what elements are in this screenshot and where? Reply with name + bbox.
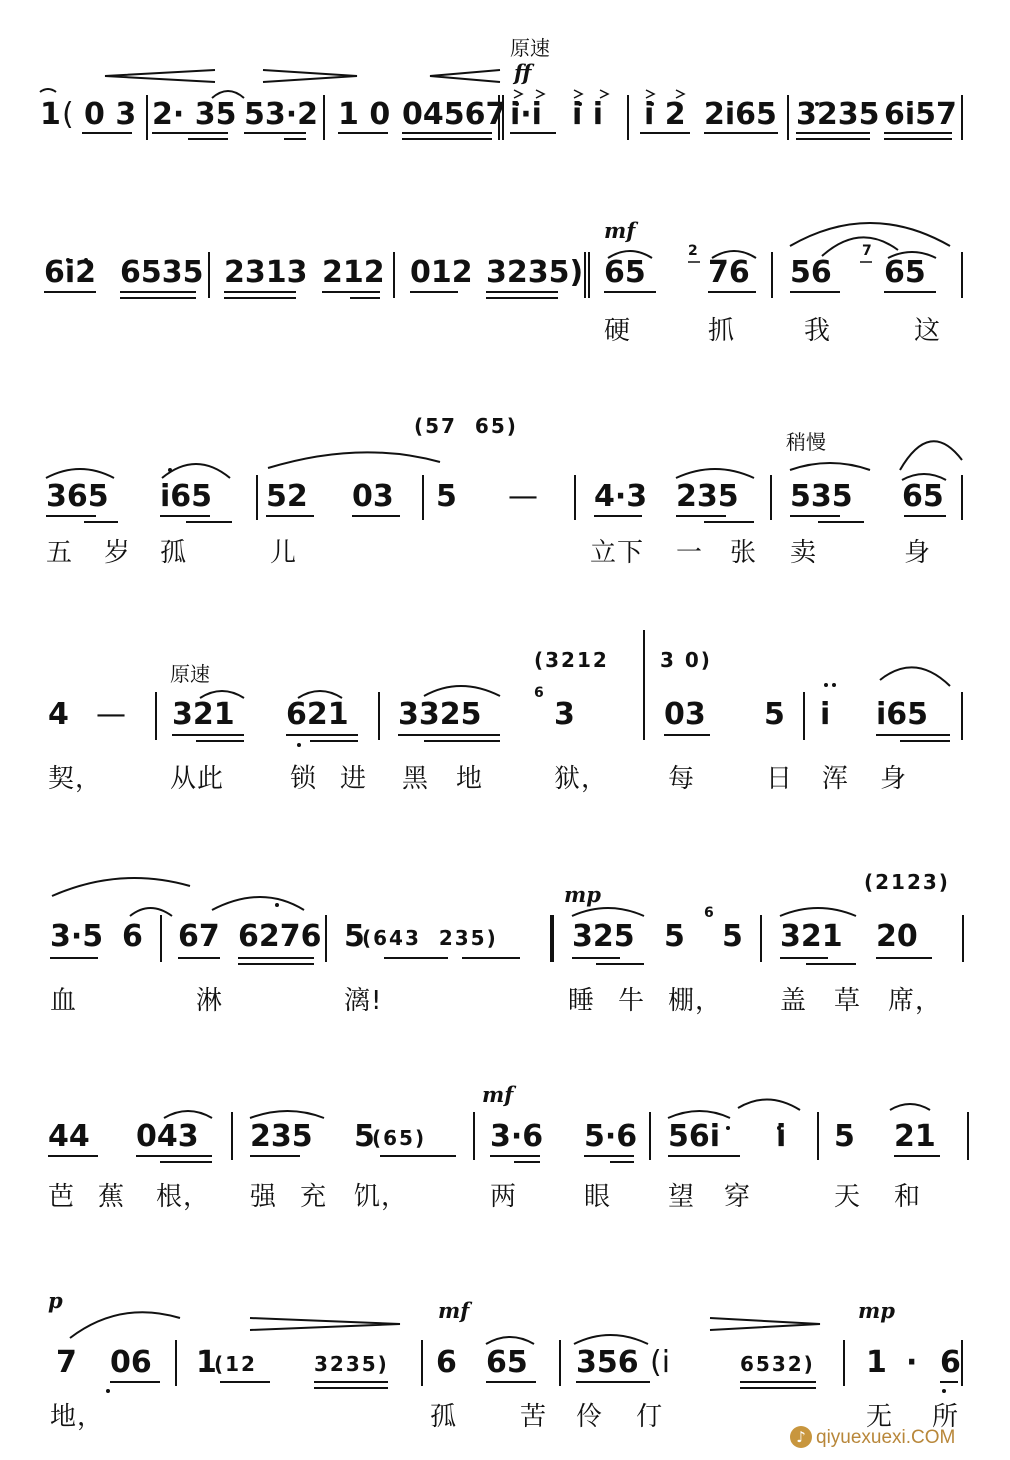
extension-dash: — bbox=[508, 479, 538, 514]
note: 2· 35 bbox=[152, 97, 237, 132]
lyric: 契， bbox=[48, 764, 103, 794]
note: 5 bbox=[354, 1119, 375, 1154]
note: 321 bbox=[172, 697, 235, 732]
note: 76 bbox=[708, 255, 750, 290]
note: i65 bbox=[876, 697, 929, 732]
lyric: 五 bbox=[46, 538, 74, 568]
lyric: 地， bbox=[50, 1402, 105, 1432]
note: i bbox=[820, 697, 831, 732]
note: 321 bbox=[780, 919, 843, 954]
note: 03 bbox=[664, 697, 706, 732]
note: 1 bbox=[196, 1345, 217, 1380]
lyric: 睡 bbox=[568, 986, 596, 1016]
note: · bbox=[906, 1345, 918, 1380]
slurs-line7 bbox=[70, 1312, 648, 1344]
lyric: 一 bbox=[676, 538, 704, 568]
note: 535 bbox=[790, 479, 853, 514]
lyric: 狱， bbox=[554, 764, 609, 794]
note: 20 bbox=[876, 919, 918, 954]
instrumental-interlude: (643 235) bbox=[362, 926, 498, 950]
note: 235 bbox=[676, 479, 739, 514]
lyric: 卖 bbox=[790, 538, 818, 568]
note: 235 bbox=[250, 1119, 313, 1154]
instrumental-interlude: 3235) bbox=[314, 1352, 389, 1376]
note: 65 bbox=[884, 255, 926, 290]
lyric: 和 bbox=[894, 1182, 922, 1212]
note: 5 bbox=[344, 919, 365, 954]
lyric: 仃 bbox=[636, 1402, 664, 1432]
lyric: 穿 bbox=[724, 1182, 752, 1212]
lyric: 从此 bbox=[170, 764, 225, 794]
tempo-mark: 原速 bbox=[170, 662, 210, 686]
note: 043 bbox=[136, 1119, 199, 1154]
lyric: 根， bbox=[156, 1182, 211, 1212]
lyric: 硬 bbox=[604, 316, 632, 346]
note: 1 bbox=[866, 1345, 887, 1380]
note: i i bbox=[572, 97, 604, 132]
lyric: 强 bbox=[250, 1182, 278, 1212]
lyric: 血 bbox=[50, 986, 78, 1016]
note: i65 bbox=[160, 479, 213, 514]
lyric: 眼 bbox=[584, 1182, 612, 1212]
underlines-line4 bbox=[172, 735, 950, 741]
lyric: 牛 bbox=[618, 986, 646, 1016]
grace-note: 6 bbox=[704, 905, 716, 921]
lyric: 张 bbox=[730, 538, 758, 568]
note: 65 bbox=[902, 479, 944, 514]
dynamic-mark: ff bbox=[514, 60, 532, 85]
lyric: 饥， bbox=[354, 1182, 409, 1212]
note: 6i57 bbox=[884, 97, 957, 132]
note: 2i65 bbox=[704, 97, 777, 132]
dynamic-mark: p bbox=[48, 1288, 63, 1313]
lyric: 抓 bbox=[708, 316, 736, 346]
crescendo-hairpin bbox=[105, 70, 500, 82]
lyric: 席， bbox=[888, 986, 943, 1016]
lyric: 身 bbox=[904, 538, 932, 568]
note: 7 bbox=[56, 1345, 77, 1380]
dynamic-mark: mp bbox=[858, 1298, 895, 1323]
lyric: 每 bbox=[668, 764, 696, 794]
grace-note: 7 bbox=[862, 243, 874, 259]
note: 3235 bbox=[796, 97, 880, 132]
note: 6276 bbox=[238, 919, 322, 954]
note: 3·5 bbox=[50, 919, 104, 954]
underlines-line5 bbox=[50, 958, 932, 964]
slurs-line6 bbox=[164, 1099, 930, 1118]
note: (i bbox=[650, 1345, 671, 1380]
lyric: 孤 bbox=[430, 1402, 458, 1432]
underlines-line6 bbox=[48, 1156, 940, 1162]
grace-note: 2 bbox=[688, 243, 700, 259]
note: 325 bbox=[572, 919, 635, 954]
dynamic-mark: mf bbox=[482, 1082, 514, 1107]
dynamic-mark: mf bbox=[604, 218, 636, 243]
note: 44 bbox=[48, 1119, 90, 1154]
lyric: 身 bbox=[880, 764, 908, 794]
note: i bbox=[776, 1119, 787, 1154]
note: 65 bbox=[486, 1345, 528, 1380]
note: 04567 bbox=[402, 97, 507, 132]
lyric: 棚， bbox=[668, 986, 723, 1016]
extension-dash: — bbox=[96, 697, 126, 732]
note: 4 bbox=[48, 697, 69, 732]
lyric: 我 bbox=[804, 316, 832, 346]
note: 56 bbox=[790, 255, 832, 290]
lyric: 蕉 bbox=[98, 1182, 126, 1212]
grace-note: 6 bbox=[534, 685, 546, 701]
lyric: 浑 bbox=[822, 764, 850, 794]
instrumental-interlude: (12 bbox=[214, 1352, 257, 1376]
note: 356 bbox=[576, 1345, 639, 1380]
lyric: 日 bbox=[766, 764, 794, 794]
instrumental-interlude: (3212 bbox=[534, 648, 609, 672]
instrumental-interlude: 6532) bbox=[740, 1352, 815, 1376]
note: 012 bbox=[410, 255, 473, 290]
underlines-line7 bbox=[110, 1382, 958, 1388]
note: 67 bbox=[178, 919, 220, 954]
lyric: 淋 bbox=[196, 986, 224, 1016]
note: 3·6 bbox=[490, 1119, 544, 1154]
note: 5 bbox=[664, 919, 685, 954]
lyric: 草 bbox=[834, 986, 862, 1016]
lyric: 锁 bbox=[290, 764, 318, 794]
lyric: 无 bbox=[866, 1402, 894, 1432]
instrumental-interlude: (65) bbox=[372, 1126, 427, 1150]
note: 2313 bbox=[224, 255, 308, 290]
note: 4·3 bbox=[594, 479, 648, 514]
hairpins-line7 bbox=[250, 1318, 820, 1330]
tempo-mark: 原速 bbox=[510, 36, 550, 60]
note: 6i2 bbox=[44, 255, 97, 290]
note: 53·2 bbox=[244, 97, 319, 132]
note: 1 bbox=[40, 97, 61, 132]
tempo-mark: 稍慢 bbox=[786, 430, 826, 454]
barlines-line7 bbox=[176, 1340, 962, 1386]
note: 5 bbox=[722, 919, 743, 954]
note: 56i bbox=[668, 1119, 721, 1154]
lyric: 地 bbox=[456, 764, 484, 794]
note: 65 bbox=[604, 255, 646, 290]
note: 0 3 bbox=[84, 97, 137, 132]
dynamic-mark: mf bbox=[438, 1298, 470, 1323]
lyric: 漓! bbox=[344, 986, 383, 1016]
note: 621 bbox=[286, 697, 349, 732]
slurs-line2 bbox=[608, 223, 950, 258]
note: 21 bbox=[894, 1119, 936, 1154]
lyric: 苦 bbox=[520, 1402, 548, 1432]
note: 5 bbox=[834, 1119, 855, 1154]
music-note-icon: ♪ bbox=[790, 1426, 812, 1448]
instrumental-interlude: (2123) bbox=[864, 870, 950, 894]
note: 3235) bbox=[486, 255, 584, 290]
slurs-line5 bbox=[52, 878, 856, 916]
note: 5·6 bbox=[584, 1119, 638, 1154]
lyric: 进 bbox=[340, 764, 368, 794]
lyric: 孤 bbox=[160, 538, 188, 568]
note: 1 0 bbox=[338, 97, 391, 132]
note: 5 bbox=[764, 697, 785, 732]
lyric: 岁 bbox=[104, 538, 132, 568]
watermark: qiyuexuexi.COM bbox=[816, 1427, 956, 1448]
note: 212 bbox=[322, 255, 385, 290]
note: 52 bbox=[266, 479, 308, 514]
note: ( bbox=[62, 97, 74, 132]
lyric: 盖 bbox=[780, 986, 808, 1016]
note: 6 bbox=[436, 1345, 457, 1380]
dynamic-mark: mp bbox=[564, 882, 601, 907]
note: 6 bbox=[122, 919, 143, 954]
note: 3 bbox=[554, 697, 575, 732]
note: 365 bbox=[46, 479, 109, 514]
lyric: 充 bbox=[300, 1182, 328, 1212]
lyric: 两 bbox=[490, 1182, 518, 1212]
lyric: 黑 bbox=[402, 764, 430, 794]
lyric: 天 bbox=[834, 1182, 862, 1212]
underlines-line1 bbox=[82, 133, 952, 139]
note: 6535 bbox=[120, 255, 204, 290]
instrumental-interlude: 3 0) bbox=[660, 648, 712, 672]
note: 03 bbox=[352, 479, 394, 514]
instrumental-interlude: (57 65) bbox=[414, 414, 518, 438]
lyric: 立下 bbox=[590, 538, 645, 568]
note: i·i bbox=[510, 97, 542, 132]
underlines-line3 bbox=[46, 516, 946, 522]
lyric: 所 bbox=[932, 1402, 960, 1432]
lyric: 望 bbox=[668, 1182, 696, 1212]
lyric: 这 bbox=[914, 316, 942, 346]
underlines-line2 bbox=[44, 292, 936, 298]
note: 6 bbox=[940, 1345, 961, 1380]
lyric: 芭 bbox=[48, 1182, 76, 1212]
note: 06 bbox=[110, 1345, 152, 1380]
lyric: 儿 bbox=[270, 538, 298, 568]
note: 5 bbox=[436, 479, 457, 514]
lyric: 伶 bbox=[576, 1402, 604, 1432]
note: i 2 bbox=[644, 97, 686, 132]
note: 3325 bbox=[398, 697, 482, 732]
